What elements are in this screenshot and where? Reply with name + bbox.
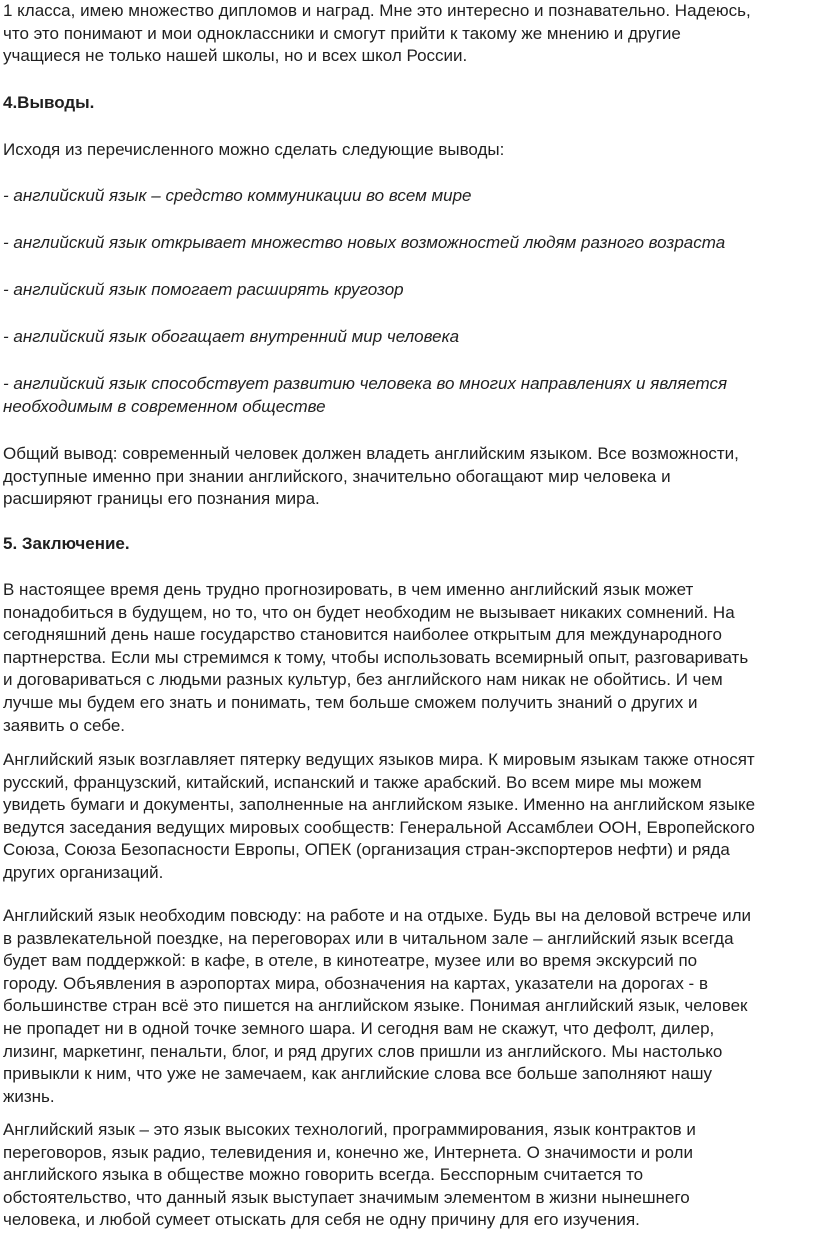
text-line: Союза, Союза Безопасности Европы, ОПЕК (организация стран-экспортеров нефти) и ряда	[3, 840, 730, 860]
text-line: других организаций.	[3, 862, 164, 882]
text-line: русский, французский, китайский, испанский и также арабский. Во всем мире мы можем	[3, 772, 702, 792]
text-line: большинстве стран всё это пишется на английском языке. Понимая английский язык, человек	[3, 996, 748, 1016]
conclusion-item: - английский язык – средство коммуникации во всем мире	[3, 186, 472, 205]
text-line: человека, и любой сумеет отыскать для себя не одну причину для его изучения.	[3, 1210, 640, 1230]
text-line: учащиеся не только нашей школы, но и всех школ России.	[3, 46, 468, 66]
conclusion-item: - английский язык помогает расширять кругозор	[3, 280, 404, 299]
section-4-heading: 4.Выводы.	[3, 93, 95, 112]
conclusion-item: - английский язык обогащает внутренний мир человека	[3, 327, 460, 346]
text-line: - английский язык способствует развитию человека во многих направлениях и является	[3, 374, 728, 393]
text-line: переговоров, язык радио, телевидения и, конечно же, Интернета. О значимости и роли	[3, 1142, 693, 1162]
text-line: необходимым в современном обществе	[3, 396, 326, 416]
text-line: понадобиться в будущем, но то, что он будет необходим не вызывает никаких сомнений. На	[3, 602, 735, 622]
text-line: доступные именно при знании английского, значительно обогащают мир человека и	[3, 466, 671, 486]
text-line: городу. Объявления в аэропортах мира, обозначения на картах, указатели на дорогах - в	[3, 973, 708, 993]
conclusion-paragraph-4	[3, 1119, 813, 1232]
conclusion-paragraph-2	[3, 749, 813, 885]
text-line: не пропадет ни в одной точке земного шара. И сегодня вам не скажут, что дефолт, дилер,	[3, 1018, 715, 1038]
text-line: 1 класса, имею множество дипломов и наград. Мне это интересно и познавательно. Надеюсь,	[3, 1, 751, 20]
text-line: сегодняшний день наше государство становится наиболее открытым для международного	[3, 625, 722, 645]
section-5-heading: 5. Заключение.	[3, 534, 130, 553]
text-line: обстоятельство, что данный язык выступает значимым элементом в жизни нынешнего	[3, 1187, 690, 1207]
conclusion-item	[3, 373, 813, 418]
text-line: английского языка в обществе можно говорить всегда. Бесспорным считается то	[3, 1165, 644, 1185]
text-line: ведутся заседания ведущих мировых сообществ: Генеральной Ассамблеи ООН, Европейского	[3, 817, 755, 837]
general-conclusion-paragraph	[3, 443, 813, 511]
conclusion-paragraph-3	[3, 905, 813, 1108]
text-line: В настоящее время день трудно прогнозировать, в чем именно английский язык может	[3, 580, 694, 599]
conclusion-paragraph-1	[3, 579, 813, 737]
text-line: в развлекательной поездке, на переговорах или в читальном зале – английский язык всегда	[3, 928, 734, 948]
text-line: увидеть бумаги и документы, заполненные на английском языке. Именно на английском языке	[3, 795, 756, 815]
text-line: жизнь.	[3, 1086, 55, 1106]
conclusions-lead: Исходя из перечисленного можно сделать следующие выводы:	[3, 140, 505, 159]
text-line: что это понимают и мои одноклассники и смогут прийти к такому же мнению и другие	[3, 23, 681, 43]
text-line: партнерства. Если мы стремимся к тому, чтобы использовать всемирный опыт, разговаривать	[3, 647, 749, 667]
text-line: Английский язык возглавляет пятерку ведущих языков мира. К мировым языкам также относят	[3, 750, 755, 769]
text-line: привыкли к ним, что уже не замечаем, как английские слова все больше заполняют нашу	[3, 1064, 713, 1084]
conclusion-item: - английский язык открывает множество новых возможностей людям разного возраста	[3, 233, 726, 252]
intro-paragraph	[3, 0, 813, 68]
text-line: Английский язык необходим повсюду: на работе и на отдыхе. Будь вы на деловой встрече или	[3, 906, 751, 925]
text-line: заявить о себе.	[3, 715, 126, 735]
text-line: лизинг, маркетинг, пенальти, блог, и ряд других слов пришли из английского. Мы настолько	[3, 1041, 723, 1061]
text-line: будет вам поддержкой: в кафе, в отеле, в кинотеатре, музее или во время экскурсий по	[3, 951, 698, 971]
text-line: лучше мы будем его знать и понимать, тем больше сможем получить знаний о других и	[3, 692, 698, 712]
text-line: расширяют границы его познания мира.	[3, 489, 320, 509]
text-line: Английский язык – это язык высоких технологий, программирования, язык контрактов и	[3, 1120, 696, 1139]
text-line: Общий вывод: современный человек должен владеть английским языком. Все возможности,	[3, 444, 739, 463]
text-line: и договариваться с людьми разных культур, без английского нам никак не обойтись. И чем	[3, 670, 723, 690]
